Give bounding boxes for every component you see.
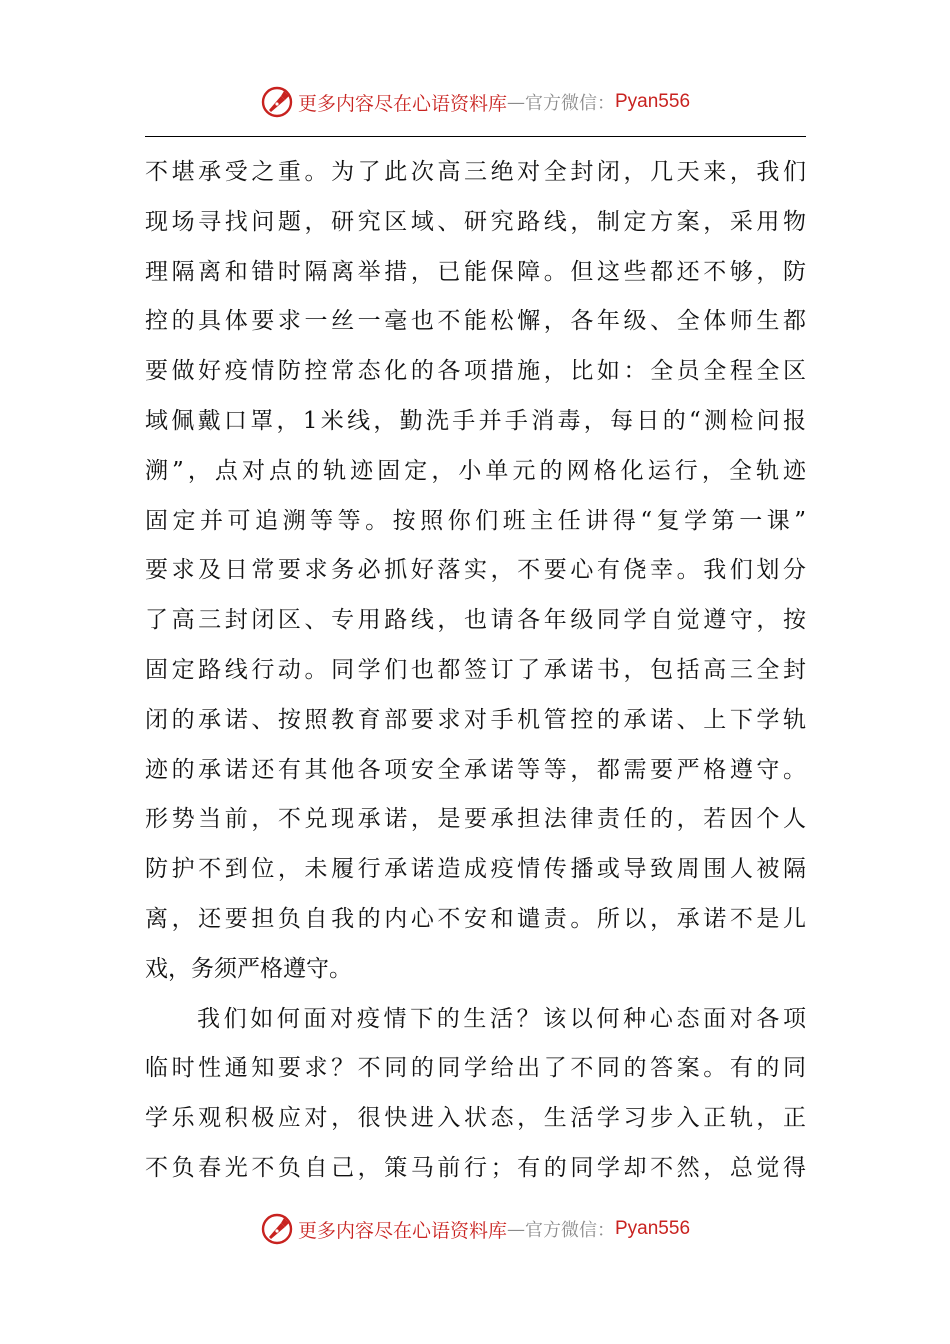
banner-wechat-label: 官方微信：	[525, 1220, 615, 1241]
text-line: 临时性通知要求？不同的同学给出了不同的答案。有的同	[145, 1055, 806, 1082]
text-line: 形势当前，不兑现承诺，是要承担法律责任的，若因个人	[145, 806, 806, 833]
banner-wechat-id: Pyan556	[615, 91, 691, 112]
text-line: 防护不到位，未履行承诺造成疫情传播或导致周围人被隔	[145, 856, 806, 883]
text-line: 现场寻找问题，研究区域、研究路线，制定方案，采用物	[145, 208, 806, 235]
banner-main-text: 更多内容尽在心语资料库	[297, 1219, 507, 1242]
document-body	[145, 148, 806, 1194]
text-line: 域佩戴口罩，1米线，勤洗手并手消毒，每日的“测检问报	[145, 407, 806, 434]
text-line: 不堪承受之重。为了此次高三绝对全封闭，几天来，我们	[145, 159, 806, 185]
paragraph-2	[145, 995, 806, 1194]
text-line: 不负春光不负自己，策马前行；有的同学却不然，总觉得	[145, 1154, 806, 1181]
text-line: 要做好疫情防控常态化的各项措施，比如：全员全程全区	[145, 358, 806, 385]
text-line: 闭的承诺、按照教育部要求对手机管控的承诺、上下学轨	[145, 706, 806, 733]
banner-wechat-id: Pyan556	[615, 1218, 691, 1239]
pen-nib-circle-icon	[260, 1212, 294, 1246]
text-line: 溯”，点对点的轨迹固定，小单元的网格化运行，全轨迹	[145, 457, 806, 484]
header-divider	[145, 136, 806, 137]
text-line: 学乐观积极应对，很快进入状态，生活学习步入正轨，正	[145, 1105, 806, 1132]
text-line: 迹的承诺还有其他各项安全承诺等等，都需要严格遵守。	[145, 756, 806, 783]
banner-separator: —	[507, 1218, 525, 1240]
text-line: 要求及日常要求务必抓好落实，不要心有侥幸。我们划分	[145, 557, 806, 584]
footer-banner	[0, 1209, 950, 1249]
text-line: 戏，务须严格遵守。	[145, 955, 352, 982]
text-line: 了高三封闭区、专用路线，也请各年级同学自觉遵守，按	[145, 607, 806, 634]
text-line: 固定并可追溯等等。按照你们班主任讲得“复学第一课”	[145, 507, 806, 534]
banner-main-text: 更多内容尽在心语资料库	[297, 92, 507, 115]
banner-wechat-label: 官方微信：	[525, 93, 615, 114]
text-line: 控的具体要求一丝一毫也不能松懈，各年级、全体师生都	[145, 308, 806, 335]
text-line: 离，还要担负自我的内心不安和谴责。所以，承诺不是儿	[145, 905, 806, 932]
header-banner	[0, 82, 950, 122]
text-line: 理隔离和错时隔离举措，已能保障。但这些都还不够，防	[145, 258, 806, 285]
banner-separator: —	[507, 91, 525, 113]
text-line: 我们如何面对疫情下的生活？该以何种心态面对各项	[197, 1005, 806, 1032]
paragraph-1	[145, 148, 806, 995]
pen-nib-circle-icon	[260, 85, 294, 119]
text-line: 固定路线行动。同学们也都签订了承诺书，包括高三全封	[145, 656, 806, 683]
